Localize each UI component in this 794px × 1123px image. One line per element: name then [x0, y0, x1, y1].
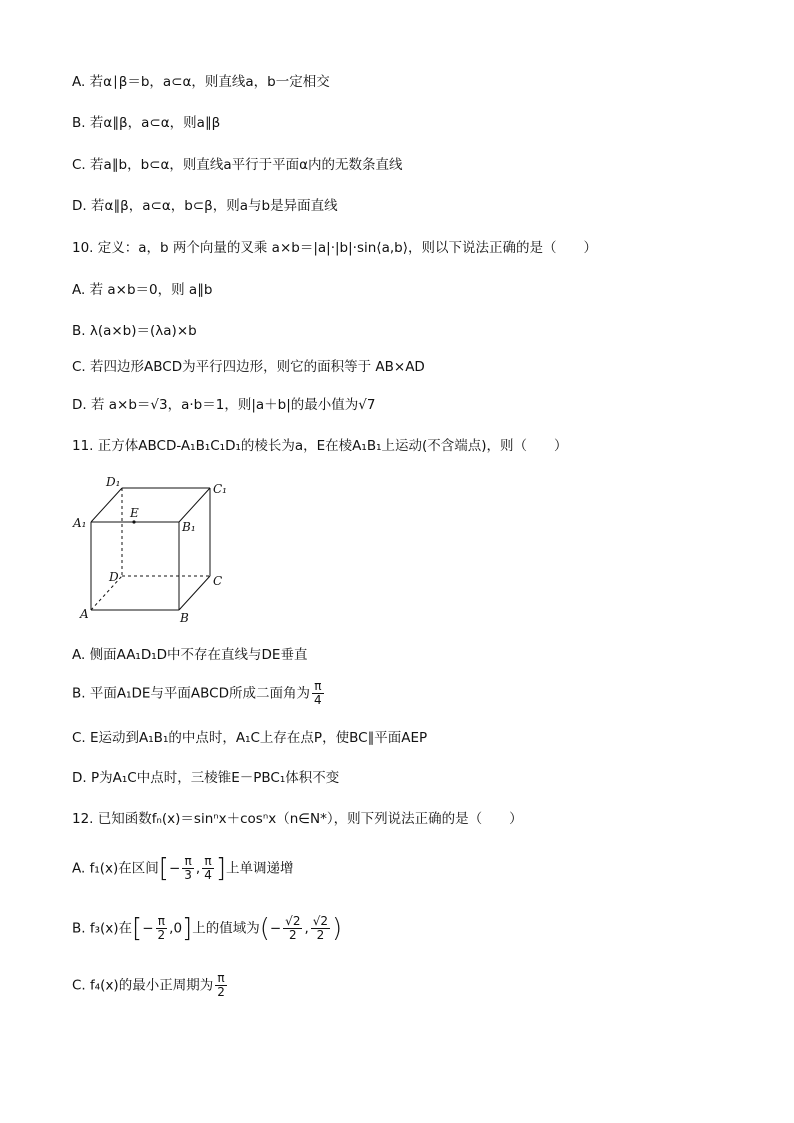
label-e: E [130, 506, 139, 520]
label-c: C [213, 574, 223, 588]
edge-b-c [179, 576, 210, 610]
option-10c: C. 若四边形ABCD为平行四边形，则它的面积等于 AB×AD [72, 359, 425, 375]
option-12b: B. f₃(x)在[− $\frac{\pi}{2}$ ,0]上的值域为(− $\frac{√2}{2}$ , $\frac{√2}{2}$ ) [72, 913, 343, 944]
question-12-stem: 12. 已知函数fₙ(x)＝sinⁿx＋cosⁿx（n∈N*），则下列说法正确的是（ ） [72, 811, 523, 827]
option-9a: A. 若α∣β＝b，a⊂α，则直线a，b一定相交 [72, 74, 330, 90]
label-d1: D₁ [106, 475, 121, 489]
option-11b-text: B. 平面A₁DE与平面ABCD所成二面角为 [72, 685, 310, 702]
option-11a: A. 侧面AA₁D₁D中不存在直线与DE垂直 [72, 647, 308, 663]
label-b: B [180, 611, 189, 624]
label-a: A [80, 607, 89, 621]
option-11d: D. P为A₁C中点时，三棱锥E－PBC₁体积不变 [72, 770, 340, 786]
label-a1: A₁ [73, 516, 87, 530]
label-c1: C₁ [213, 482, 227, 496]
label-d: D [109, 570, 119, 584]
edge-b1-c1 [179, 488, 210, 522]
point-e [132, 520, 135, 523]
label-b1: B₁ [182, 520, 196, 534]
option-11b [72, 680, 326, 707]
edge-a1-d1 [91, 488, 122, 522]
option-11c: C. E运动到A₁B₁的中点时，A₁C上存在点P，使BC∥平面AEP [72, 730, 428, 746]
option-9d: D. 若α∥β，a⊂α，b⊂β，则a与b是异面直线 [72, 198, 338, 214]
option-10d: D. 若 a×b＝√3，a·b＝1，则|a＋b|的最小值为√7 [72, 397, 376, 413]
option-9b: B. 若α∥β，a⊂α，则a∥β [72, 115, 221, 131]
fraction-pi-4: $\frac{\pi}{4}$ [314, 679, 322, 707]
question-11-stem: 11. 正方体ABCD-A₁B₁C₁D₁的棱长为a，E在棱A₁B₁上运动(不含端点)，则（ ） [72, 438, 568, 454]
cube-diagram [72, 474, 242, 624]
option-10a: A. 若 a×b＝0，则 a∥b [72, 282, 213, 298]
option-12c: C. f₄(x)的最小正周期为 $\frac{\pi}{2}$ [72, 971, 225, 999]
option-12a: A. f₁(x)在区间[− $\frac{\pi}{3}$ , $\frac{\pi}{4}$ ]上单调递增 [72, 853, 294, 884]
option-9c: C. 若a∥b，b⊂α，则直线a平行于平面α内的无数条直线 [72, 157, 403, 173]
option-10b: B. λ(a×b)＝(λa)×b [72, 323, 197, 339]
question-10-stem: 10. 定义：a，b 两个向量的叉乘 a×b＝|a|·|b|·sin⟨a,b⟩，则以下说法正确的是（ ） [72, 240, 597, 256]
